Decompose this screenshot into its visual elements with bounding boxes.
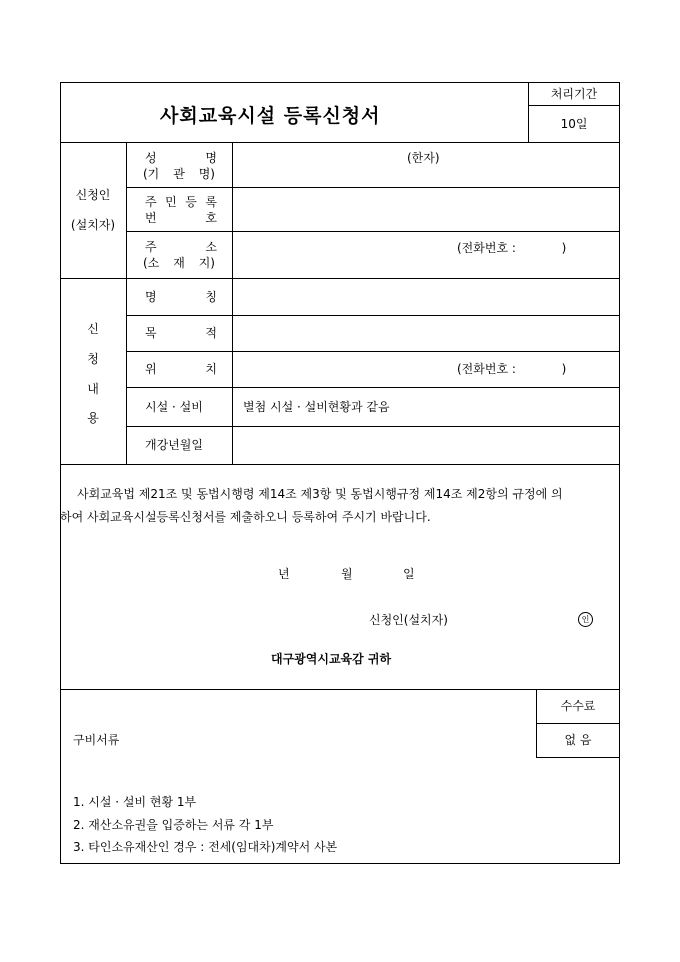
- hanja-note: (한자): [407, 151, 440, 165]
- grid-line: [528, 105, 620, 106]
- grid-line: [232, 142, 233, 464]
- declaration-line-1: 사회교육법 제21조 및 동법시행령 제14조 제3항 및 동법시행규정 제14조 제2항의 규정에 의: [77, 487, 563, 501]
- grid-line: [126, 387, 620, 388]
- location-label: (소 재 지): [143, 256, 215, 270]
- seal-mark: 인: [578, 612, 593, 627]
- content-section-char-2: 청: [87, 352, 99, 366]
- fee-value: 없 음: [564, 733, 592, 747]
- resident-number-sublabel: 번 호: [145, 211, 217, 225]
- processing-period-value: 10일: [560, 117, 588, 131]
- form-title: 사회교육시설 등록신청서: [160, 105, 381, 127]
- grid-line: [126, 187, 620, 188]
- signer-label: 신청인(설치자): [369, 613, 448, 627]
- processing-period-label: 처리기간: [550, 87, 598, 101]
- required-documents-label: 구비서류: [73, 733, 120, 747]
- date-year: 년: [278, 567, 290, 581]
- position-label: 위 치: [145, 362, 217, 376]
- document-item: 2. 재산소유권을 입증하는 서류 각 1부: [73, 818, 274, 832]
- date-month: 월: [341, 567, 353, 581]
- grid-line: [60, 278, 620, 279]
- document-item: 3. 타인소유재산인 경우 : 전세(임대차)계약서 사본: [73, 840, 338, 854]
- opening-date-label: 개강년월일: [145, 438, 203, 452]
- date-day: 일: [403, 567, 415, 581]
- grid-line: [126, 426, 620, 427]
- grid-line: [126, 142, 127, 464]
- applicant-section-label: 신청인: [75, 188, 111, 202]
- document-item: 1. 시설 · 설비 현황 1부: [73, 795, 197, 809]
- content-section-char-3: 내: [87, 382, 99, 396]
- org-name-label: (기 관 명): [143, 167, 215, 181]
- grid-line: [60, 464, 620, 465]
- grid-line: [536, 723, 620, 724]
- facility-name-label: 명 칭: [145, 290, 217, 304]
- resident-number-label: 주 민 등 록: [145, 195, 217, 209]
- declaration-line-2: 하여 사회교육시설등록신청서를 제출하오니 등록하여 주시기 바랍니다.: [60, 510, 431, 524]
- equipment-label: 시설 · 설비: [145, 400, 203, 414]
- equipment-value: 별첨 시설 · 설비현황과 같음: [243, 400, 390, 414]
- fee-label: 수수료: [560, 699, 596, 713]
- content-section-char-4: 용: [87, 411, 99, 425]
- grid-line: [126, 315, 620, 316]
- position-phone-note: (전화번호 : ): [457, 362, 567, 376]
- purpose-label: 목 적: [145, 326, 217, 340]
- address-phone-note: (전화번호 : ): [457, 241, 567, 255]
- content-section-char-1: 신: [87, 322, 99, 336]
- grid-line: [536, 757, 620, 758]
- name-label: 성 명: [145, 151, 217, 165]
- grid-line: [126, 351, 620, 352]
- grid-line: [60, 142, 620, 143]
- address-label: 주 소: [145, 240, 217, 254]
- grid-line: [126, 231, 620, 232]
- addressee: 대구광역시교육감 귀하: [271, 652, 392, 666]
- applicant-section-sublabel: (설치자): [70, 218, 116, 232]
